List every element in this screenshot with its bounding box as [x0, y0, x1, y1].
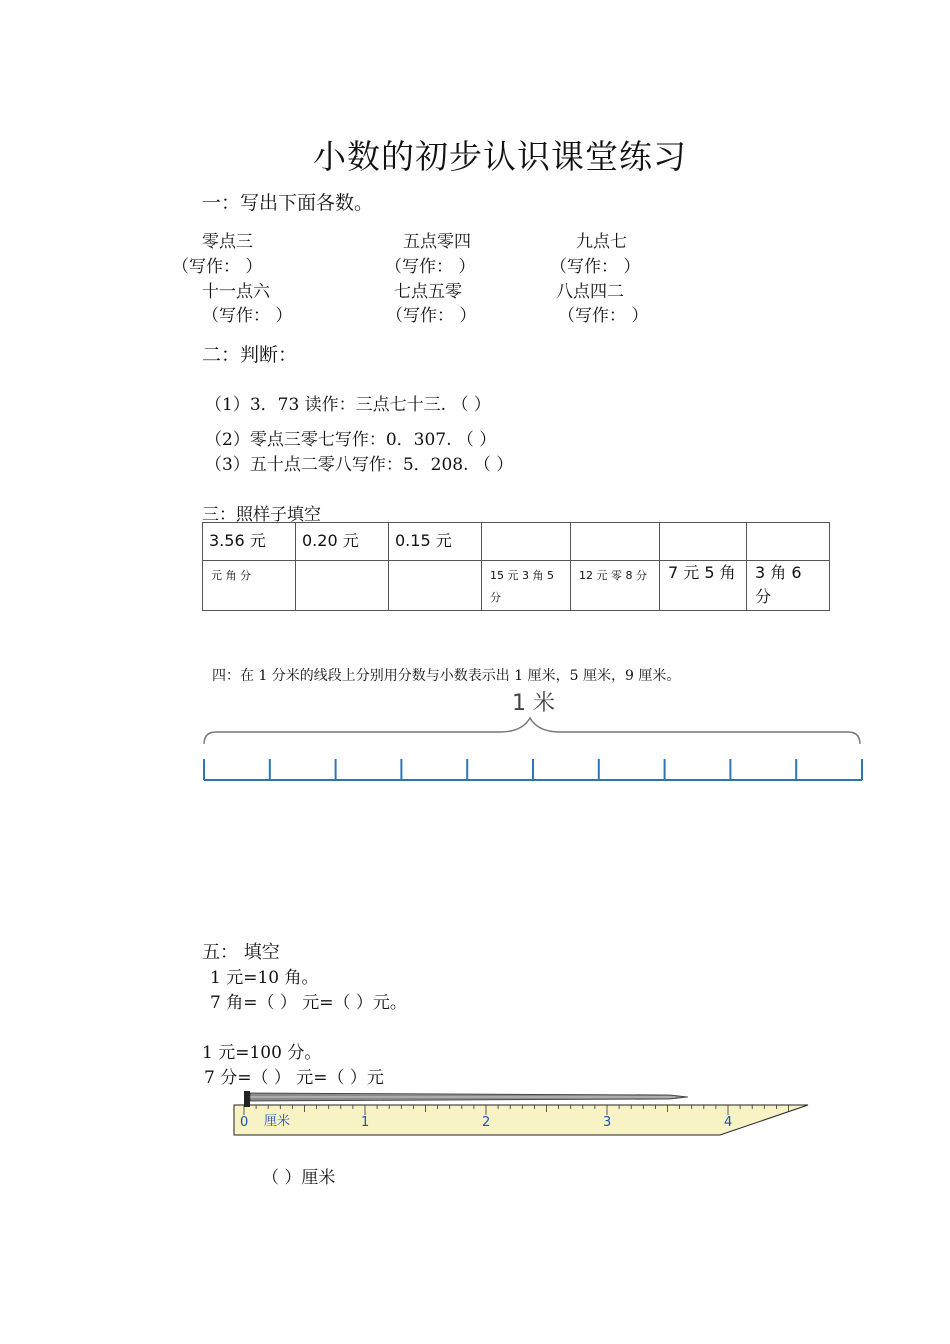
table-cell: 7 元 5 角	[660, 561, 747, 611]
section4-heading: 四：在 1 分米的线段上分别用分数与小数表示出 1 厘米，5 厘米，9 厘米。	[212, 668, 681, 684]
table-cell	[389, 561, 482, 611]
table-cell: 元 角 分	[203, 561, 296, 611]
ruler-tick-label: 2	[482, 1115, 491, 1130]
table-cell: 0.20 元	[296, 523, 389, 561]
table-cell	[660, 523, 747, 561]
word-1-1: 零点三	[202, 232, 253, 252]
table-cell: 12 元 零 8 分	[571, 561, 660, 611]
word-1-2: 五点零四	[403, 232, 471, 252]
fill-table	[202, 522, 830, 611]
page-title: 小数的初步认识课堂练习	[313, 137, 687, 176]
word-1-3: 九点七	[576, 232, 627, 252]
blank-1-3: （写作： ）	[550, 257, 641, 277]
rule-yuan-fen: 1 元=100 分。	[202, 1043, 322, 1063]
question-jiao: 7 角=（ ） 元=（ ）元。	[210, 993, 407, 1013]
word-2-1: 十一点六	[202, 282, 270, 302]
judge-item-3: （3）五十点二零八写作：5．208. （ ）	[205, 455, 514, 475]
word-2-3: 八点四二	[556, 282, 624, 302]
table-cell	[571, 523, 660, 561]
ruler-tick-label: 0	[240, 1115, 249, 1130]
judge-item-2: （2）零点三零七写作：0．307. （ ）	[205, 430, 497, 450]
blank-2-2: （写作： ）	[386, 306, 477, 326]
table-cell: 0.15 元	[389, 523, 482, 561]
blank-1-2: （写作： ）	[385, 257, 476, 277]
word-2-2: 七点五零	[394, 282, 462, 302]
table-cell: 3 角 6 分	[747, 561, 830, 611]
table-cell: 3.56 元	[203, 523, 296, 561]
section5-heading: 五： 填空	[202, 942, 280, 963]
blank-2-3: （写作： ）	[558, 306, 649, 326]
judge-item-1: （1）3．73 读作：三点七十三. （ ）	[205, 395, 491, 415]
ruler-unit-label: 厘米	[264, 1114, 291, 1129]
question-fen: 7 分=（ ） 元=（ ）元	[204, 1068, 384, 1088]
table-cell: 15 元 3 角 5 分	[482, 561, 571, 611]
rule-yuan-jiao: 1 元=10 角。	[210, 968, 319, 988]
ruler-tick-label: 4	[724, 1115, 733, 1130]
blank-2-1: （写作： ）	[202, 306, 293, 326]
section2-heading: 二：判断：	[202, 344, 298, 366]
answer-cm: （ ）厘米	[262, 1168, 336, 1188]
section3-heading: 三：照样子填空	[202, 505, 321, 525]
decimeter-line	[200, 756, 866, 784]
blank-1-1: （写作： ）	[172, 257, 263, 277]
ruler-with-nail	[230, 1085, 820, 1141]
table-cell	[747, 523, 830, 561]
section1-heading: 一：写出下面各数。	[202, 192, 374, 214]
ruler-tick-label: 3	[603, 1115, 612, 1130]
brace-label: 1 米	[512, 691, 555, 716]
table-cell	[296, 561, 389, 611]
ruler-tick-label: 1	[361, 1115, 370, 1130]
brace-icon	[200, 712, 866, 748]
table-cell	[482, 523, 571, 561]
